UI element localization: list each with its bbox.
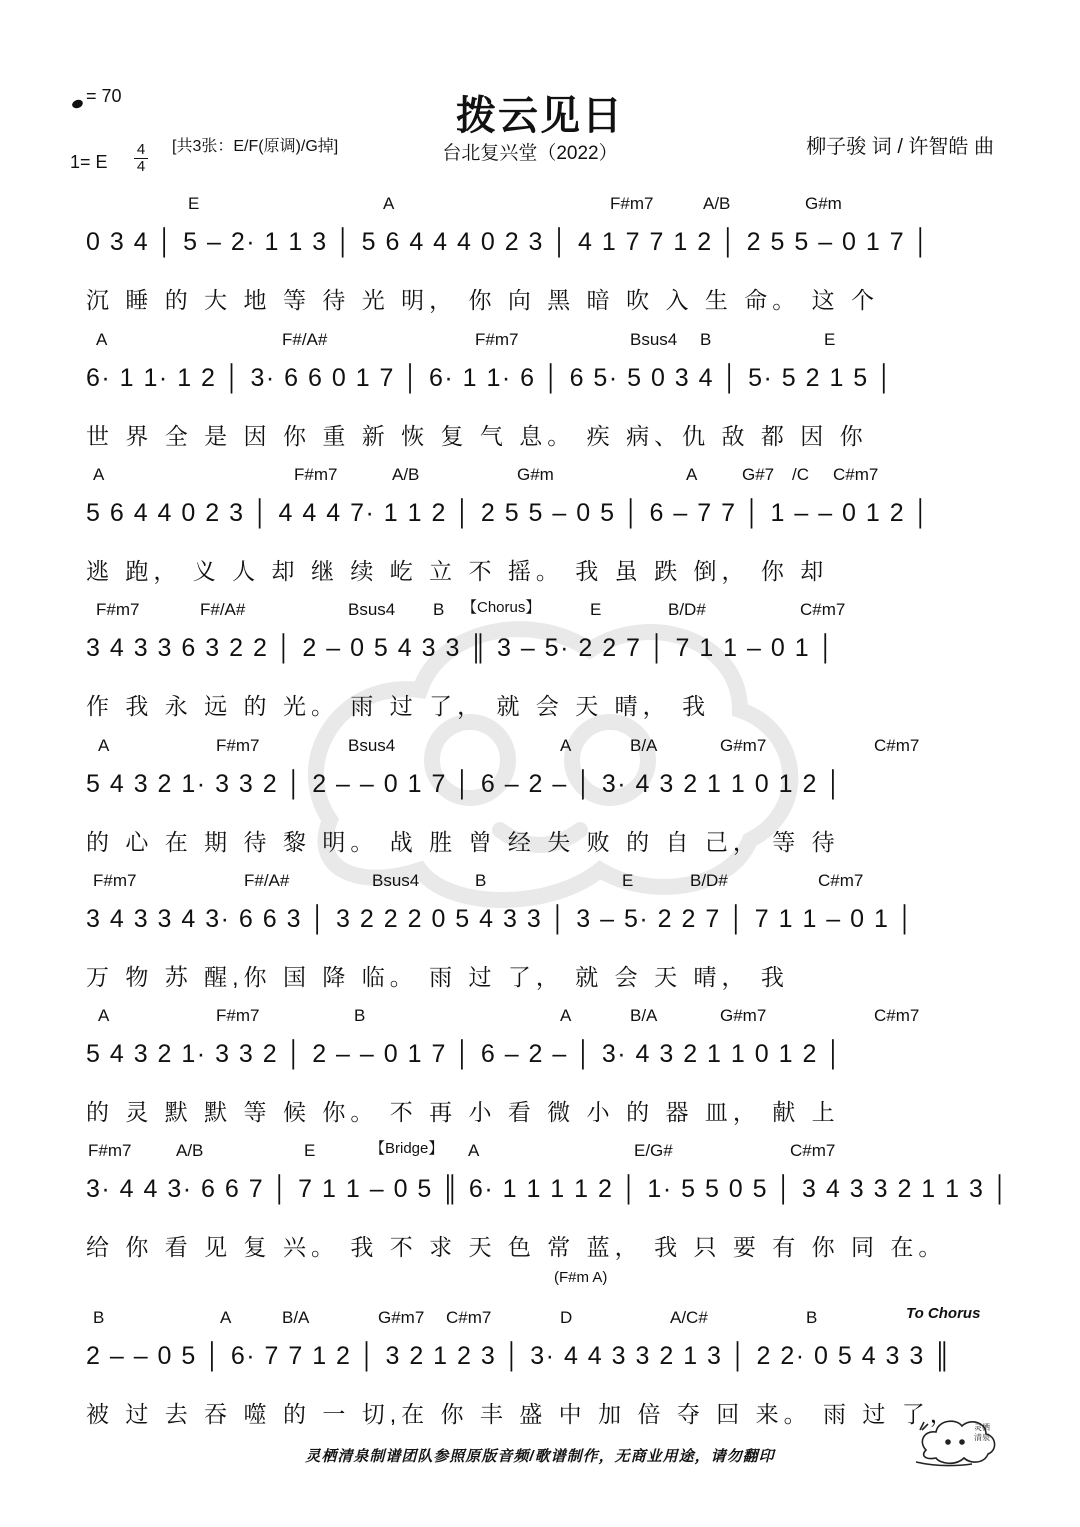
- chord: A/B: [176, 1141, 204, 1160]
- chord-row: [0, 1006, 1080, 1030]
- chord: C#m7: [446, 1308, 492, 1327]
- alt-chord-note: (F#m A): [554, 1269, 608, 1286]
- chord: E: [304, 1141, 316, 1160]
- chord: B: [475, 871, 487, 890]
- section-label-bridge: 【Bridge】: [370, 1140, 444, 1157]
- time-signature-bottom: 4: [136, 158, 146, 175]
- score-system-7: [0, 1006, 1080, 1138]
- chord: /C: [792, 465, 809, 484]
- chord: G#m7: [720, 736, 767, 755]
- chord: A: [468, 1141, 480, 1160]
- chord: B: [700, 330, 712, 349]
- chord: F#m7: [475, 330, 519, 349]
- chord: G#m: [517, 465, 554, 484]
- svg-text:清泉: 清泉: [974, 1433, 990, 1442]
- chord: A: [686, 465, 698, 484]
- chord: A: [98, 1006, 110, 1025]
- time-signature: [134, 142, 148, 175]
- chord: E: [590, 600, 602, 619]
- chord: E: [622, 871, 634, 890]
- numbered-notation: 5 4 3 2 1· 3 3 2 │ 2 – – 0 1 7 │ 6 – 2 – │ 3· 4 3 2 1 1 0 1 2 │: [86, 770, 844, 798]
- chord: C#m7: [818, 871, 864, 890]
- numbered-notation: 2 – – 0 5 │ 6· 7 7 1 2 │ 3 2 1 2 3 │ 3· 4 4 3 3 2 1 3 │ 2 2· 0 5 4 3 3 ║: [86, 1342, 953, 1370]
- chord: B/A: [282, 1308, 310, 1327]
- chord: A: [93, 465, 105, 484]
- chord: F#m7: [294, 465, 338, 484]
- chord: B/A: [630, 1006, 658, 1025]
- chord: C#m7: [833, 465, 879, 484]
- key-signature: 1= E: [70, 152, 108, 172]
- chord: F#m7: [96, 600, 140, 619]
- tempo-marking: = 70: [72, 86, 122, 108]
- lyrics-line: 作 我 永 远 的 光。 雨 过 了， 就 会 天 晴， 我: [86, 693, 711, 719]
- numbered-notation: 5 4 3 2 1· 3 3 2 │ 2 – – 0 1 7 │ 6 – 2 – │ 3· 4 3 2 1 1 0 1 2 │: [86, 1040, 844, 1068]
- to-chorus-marker: To Chorus: [906, 1305, 981, 1322]
- chord: C#m7: [874, 736, 920, 755]
- chord: A/B: [392, 465, 420, 484]
- chord: B/D#: [668, 600, 706, 619]
- chord: B: [806, 1308, 818, 1327]
- lyrics-line: 世 界 全 是 因 你 重 新 恢 复 气 息。 疾 病、仇 敌 都 因 你: [86, 423, 868, 449]
- chord: G#m: [805, 194, 842, 213]
- numbered-notation: 3· 4 4 3· 6 6 7 │ 7 1 1 – 0 5 ║ 6· 1 1 1 1 2 │ 1· 5 5 0 5 │ 3 4 3 3 2 1 1 3 │: [86, 1175, 1010, 1203]
- chord-row: [0, 330, 1080, 354]
- chord: A: [560, 1006, 572, 1025]
- chord: Bsus4: [348, 736, 396, 755]
- version-info: [共3张：E/F(原调)/G掉]: [172, 138, 339, 155]
- chord-row: [0, 736, 1080, 760]
- score-system-2: [0, 330, 1080, 462]
- chord: F#m7: [216, 736, 260, 755]
- sheep-logo-icon: [912, 1408, 1004, 1470]
- score-system-1: [0, 194, 1080, 326]
- chord-row: [0, 194, 1080, 218]
- chord-row: [0, 1141, 1080, 1165]
- chord: C#m7: [874, 1006, 920, 1025]
- lyrics-line: 万 物 苏 醒,你 国 降 临。 雨 过 了， 就 会 天 晴， 我: [86, 964, 789, 990]
- chord: F#/A#: [282, 330, 328, 349]
- chord: F#/A#: [244, 871, 290, 890]
- chord: E/G#: [634, 1141, 673, 1160]
- chord: F#m7: [93, 871, 137, 890]
- chord: G#m7: [720, 1006, 767, 1025]
- chord: B/D#: [690, 871, 728, 890]
- lyrics-line: 的 心 在 期 待 黎 明。 战 胜 曾 经 失 败 的 自 己， 等 待: [86, 829, 840, 855]
- song-subtitle: 台北复兴堂（2022）: [442, 143, 618, 164]
- chord: F#m7: [88, 1141, 132, 1160]
- chord: E: [824, 330, 836, 349]
- chord: F#/A#: [200, 600, 246, 619]
- time-signature-top: 4: [136, 141, 146, 158]
- chord-row: [0, 465, 1080, 489]
- chord: D: [560, 1308, 573, 1327]
- logo-lettering: [974, 1422, 990, 1442]
- chord: G#7: [742, 465, 775, 484]
- lyrics-line: 给 你 看 见 复 兴。 我 不 求 天 色 常 蓝， 我 只 要 有 你 同 在。: [86, 1234, 947, 1260]
- chord: A: [98, 736, 110, 755]
- lyrics-line: 被 过 去 吞 噬 的 一 切,在 你 丰 盛 中 加 倍 夺 回 来。 雨 过 了，: [86, 1401, 958, 1427]
- score-system-4: [0, 600, 1080, 732]
- section-label-chorus: 【Chorus】: [462, 599, 541, 616]
- chord: B: [354, 1006, 366, 1025]
- numbered-notation: 6· 1 1· 1 2 │ 3· 6 6 0 1 7 │ 6· 1 1· 6 │ 6 5· 5 0 3 4 │ 5· 5 2 1 5 │: [86, 364, 895, 392]
- chord: Bsus4: [348, 600, 396, 619]
- chord: B: [433, 600, 445, 619]
- chord: B/A: [630, 736, 658, 755]
- chord: F#m7: [216, 1006, 260, 1025]
- score-system-3: [0, 465, 1080, 597]
- chord: G#m7: [378, 1308, 425, 1327]
- svg-text:灵栖: 灵栖: [974, 1423, 990, 1432]
- score-system-5: [0, 736, 1080, 868]
- score-system-6: [0, 871, 1080, 1003]
- chord: A: [96, 330, 108, 349]
- score-system-8: [0, 1140, 1080, 1286]
- chord-row: [0, 600, 1080, 624]
- lyrics-line: 沉 睡 的 大 地 等 待 光 明， 你 向 黑 暗 吹 入 生 命。 这 个: [86, 287, 880, 313]
- chord: C#m7: [800, 600, 846, 619]
- chord-row: [0, 871, 1080, 895]
- chord: F#m7: [610, 194, 654, 213]
- chord: A: [560, 736, 572, 755]
- lyrics-line: 的 灵 默 默 等 候 你。 不 再 小 看 微 小 的 器 皿， 献 上: [86, 1099, 840, 1125]
- numbered-notation: 3 4 3 3 4 3· 6 6 3 │ 3 2 2 2 0 5 4 3 3 │ 3 – 5· 2 2 7 │ 7 1 1 – 0 1 │: [86, 905, 915, 933]
- chord: B: [93, 1308, 105, 1327]
- song-credits: 柳子骏 词 / 许智皓 曲: [806, 136, 994, 158]
- lyrics-line: 逃 跑， 义 人 却 继 续 屹 立 不 摇。 我 虽 跌 倒， 你 却: [86, 558, 829, 584]
- numbered-notation: 5 6 4 4 0 2 3 │ 4 4 4 7· 1 1 2 │ 2 5 5 – 0 5 │ 6 – 7 7 │ 1 – – 0 1 2 │: [86, 499, 931, 527]
- chord: A: [383, 194, 395, 213]
- chord: E: [188, 194, 200, 213]
- chord: A: [220, 1308, 232, 1327]
- chord: C#m7: [790, 1141, 836, 1160]
- song-title: 拨云见日: [456, 94, 624, 138]
- chord: Bsus4: [372, 871, 420, 890]
- chord: A/C#: [670, 1308, 708, 1327]
- chord: A/B: [703, 194, 731, 213]
- numbered-notation: 3 4 3 3 6 3 2 2 │ 2 – 0 5 4 3 3 ║ 3 – 5· 2 2 7 │ 7 1 1 – 0 1 │: [86, 634, 836, 662]
- numbered-notation: 0 3 4 │ 5 – 2· 1 1 3 │ 5 6 4 4 4 0 2 3 │ 4 1 7 7 1 2 │ 2 5 5 – 0 1 7 │: [86, 228, 931, 256]
- chord: Bsus4: [630, 330, 678, 349]
- footer-note: 灵栖清泉制谱团队参照原版音频/歌谱制作，无商业用途，请勿翻印: [305, 1448, 775, 1465]
